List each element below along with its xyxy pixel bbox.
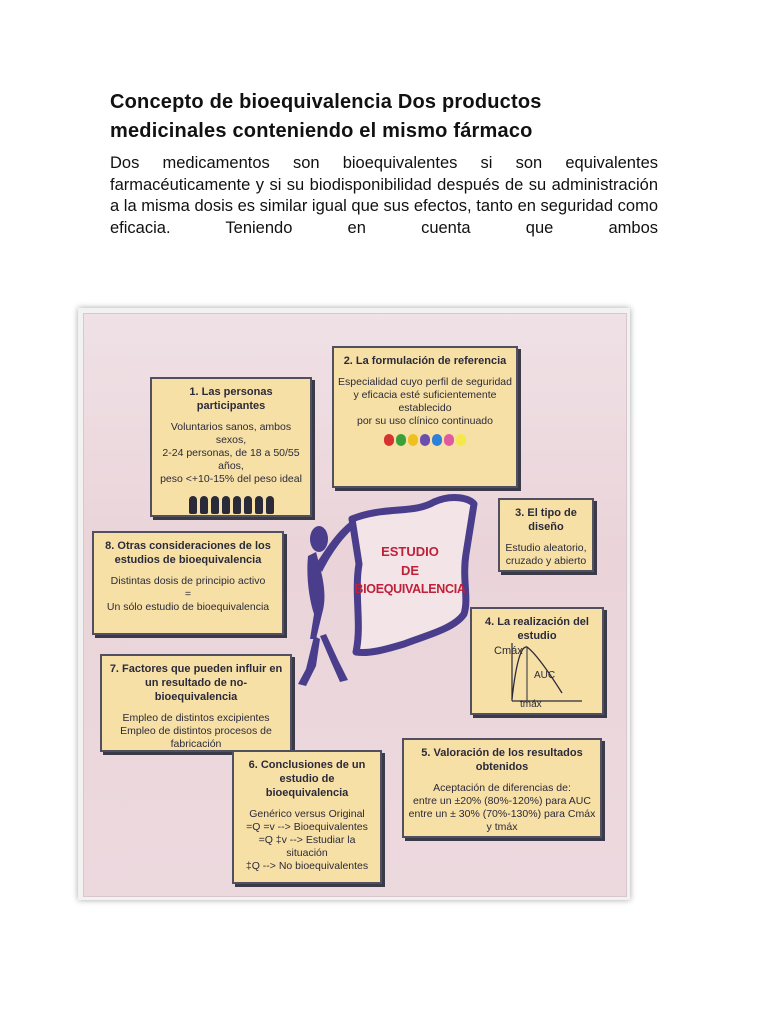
box-participants	[150, 377, 312, 517]
box-heading: 6. Conclusiones de un estudio de bioequivalencia	[248, 759, 366, 799]
box-line: entre un ±20% (80%-120%) para AUC	[413, 795, 591, 807]
box-study-execution	[470, 607, 604, 715]
box-results-evaluation	[402, 738, 602, 838]
auc-label: AUC	[534, 670, 556, 681]
people-icon	[152, 496, 310, 514]
center-banner-text	[354, 542, 466, 599]
box-line: peso <+10-15% del peso ideal	[160, 473, 302, 485]
box-line: por su uso clínico continuado	[356, 415, 493, 427]
box-line: Distintas dosis de principio activo	[110, 575, 266, 587]
box-conclusions	[232, 750, 382, 884]
center-line-3: BIOEQUIVALENCIA	[354, 582, 466, 596]
box-heading: 7. Factores que pueden influir en un resultado de no-bioequivalencia	[109, 663, 283, 703]
box-line: y eficacia esté suficientemente establecido	[353, 389, 497, 414]
cmax-label: Cmáx	[494, 645, 523, 657]
box-line: ‡Q --> No bioequivalentes	[245, 860, 369, 872]
box-line: Estudio aleatorio,	[505, 542, 587, 554]
box-line: entre un ± 30% (70%-130%) para Cmáx y tmáx	[408, 808, 596, 833]
box-line: =Q =v --> Bioequivalentes	[246, 821, 368, 833]
box-line: 2-24 personas, de 18 a 50/55 años,	[162, 447, 300, 472]
tmax-label: tmáx	[520, 699, 542, 710]
figure-canvas	[83, 313, 627, 897]
box-heading: 3. El tipo de diseño	[515, 507, 577, 533]
box-heading: 2. La formulación de referencia	[343, 355, 507, 367]
center-line-1: ESTUDIO	[381, 544, 439, 559]
box-line: Genérico versus Original	[249, 808, 365, 820]
document-title: Concepto de bioequivalencia Dos productos medicinales conteniendo el mismo fármaco	[110, 91, 542, 142]
box-line: Empleo de distintos excipientes	[122, 712, 270, 724]
box-line: =	[184, 588, 192, 600]
box-line: Empleo de distintos procesos de fabricación	[120, 725, 272, 750]
box-heading: 5. Valoración de los resultados obtenidos	[421, 747, 583, 773]
box-influencing-factors	[100, 654, 292, 752]
box-line: =Q ‡v --> Estudiar la situación	[258, 834, 356, 859]
box-heading: 8. Otras consideraciones de los estudios de bioequivalencia	[105, 540, 271, 566]
bioequivalence-figure	[78, 308, 630, 900]
box-design-type	[498, 498, 594, 572]
box-line: Aceptación de diferencias de:	[433, 782, 571, 794]
box-heading: 4. La realización del estudio	[485, 616, 589, 642]
box-line: Especialidad cuyo perfil de seguridad	[338, 376, 512, 388]
box-line: Un sólo estudio de bioequivalencia	[106, 601, 270, 613]
box-line: Voluntarios sanos, ambos sexos,	[170, 421, 292, 446]
box-heading: 1. Las personas participantes	[189, 386, 273, 412]
body-paragraph: Dos medicamentos son bioequivalentes si son equivalentes farmacéuticamente y si su biodisponibilidad después de su administración a la misma dosis es similar igual que sus efectos, tanto en seguridad como eficacia. Teniendo en cuenta que ambos	[110, 154, 658, 237]
box-other-considerations	[92, 531, 284, 635]
box-line: cruzado y abierto	[505, 555, 587, 567]
center-line-2: DE	[400, 563, 420, 578]
box-reference-formulation	[332, 346, 518, 488]
pills-icon	[334, 434, 516, 446]
